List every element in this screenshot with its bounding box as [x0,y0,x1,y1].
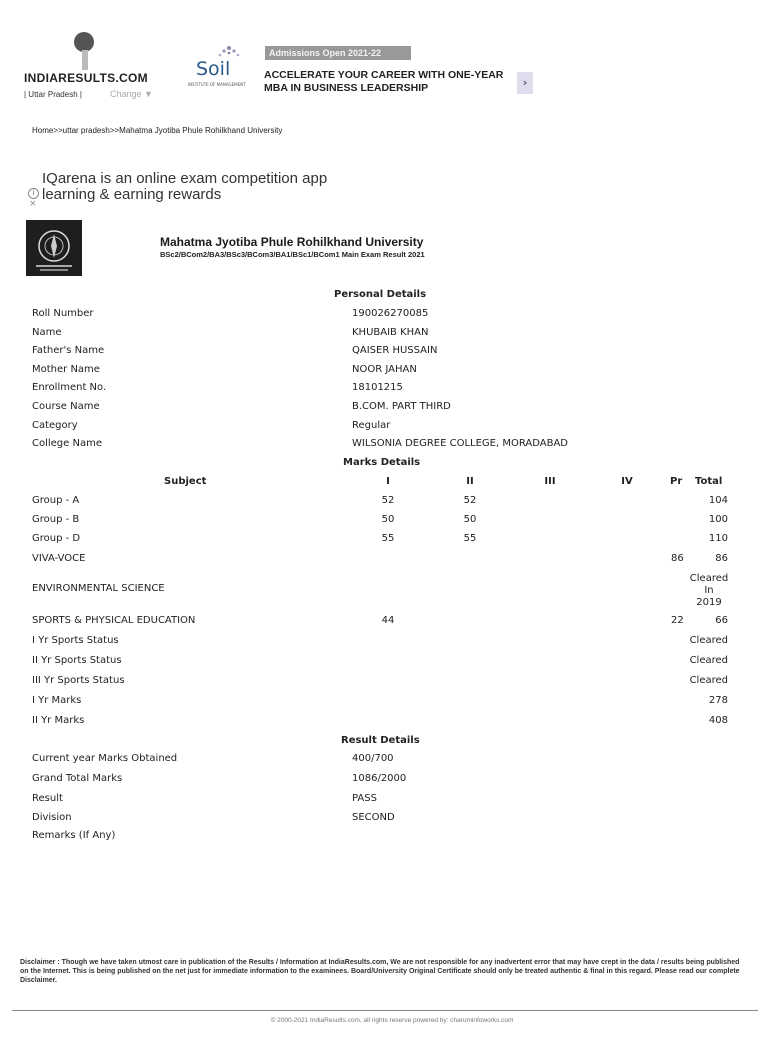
copyright-text: © 2000-2021 IndiaResults.com, all rights reserve powered by: charuminfoworks.com [270,1017,514,1024]
ad-headline[interactable]: ACCELERATE YOUR CAREER WITH ONE-YEAR MBA IN BUSINESS LEADERSHIP [264,69,504,94]
result-value: SECOND [352,812,395,823]
marks-col-total: Cleared [689,655,728,666]
marks-col-total: 100 [708,514,728,525]
marks-col-i: 50 [381,514,395,525]
col-pr: Pr [670,476,683,487]
result-label: Grand Total Marks [32,773,123,784]
soil-logo-subtitle: INSTITUTE OF MANAGEMENT [188,82,246,87]
personal-value: KHUBAIB KHAN [352,326,429,338]
personal-details-heading: Personal Details [334,289,427,300]
admissions-badge[interactable]: Admissions Open 2021-22 [265,46,411,60]
marks-col-total: 66 [715,615,728,626]
env-status-line: Cleared [689,573,729,584]
marks-subject: Group - A [32,495,80,506]
state-label: | Uttar Pradesh | [24,90,82,99]
marks-subject: I Yr Sports Status [32,635,119,646]
result-label: Current year Marks Obtained [32,753,178,764]
university-name: Mahatma Jyotiba Phule Rohilkhand University [160,235,424,249]
marks-col-i: 52 [381,495,395,506]
personal-label: Mother Name [32,363,100,375]
university-logo-icon [26,220,82,276]
personal-label: Course Name [32,401,100,412]
marks-subject: I Yr Marks [32,695,82,706]
marks-col-total: 408 [708,715,728,726]
personal-value: 190026270085 [352,308,429,319]
result-label: Remarks (If Any) [32,830,116,841]
env-status-line: In [704,585,714,596]
env-status-line: 2019 [696,597,722,608]
marks-col-total: 110 [708,533,728,544]
exam-name: BSc2/BCom2/BA3/BSc3/BCom3/BA1/BSc1/BCom1 Main Exam Result 2021 [160,250,425,259]
marks-subject: Group - B [32,514,80,525]
marks-subject: II Yr Marks [32,715,85,726]
result-label: Result [32,793,63,804]
col-ii: II [466,476,474,487]
marks-subject: SPORTS & PHYSICAL EDUCATION [32,615,196,626]
personal-value: NOOR JAHAN [352,363,417,375]
marks-col-pr: 22 [671,615,684,626]
col-total: Total [695,476,723,487]
marks-col-total: 86 [715,553,728,564]
info-icon[interactable]: i [28,188,39,199]
personal-label: Name [32,326,62,338]
result-value: 400/700 [352,753,394,764]
ad-text-line1[interactable]: IQarena is an online exam competition app [42,170,328,187]
personal-value: 18101215 [352,382,403,394]
marks-subject: II Yr Sports Status [32,655,122,666]
personal-value: Regular [352,419,391,431]
marks-col-total: Cleared [689,675,728,686]
soil-logo[interactable]: Soil [196,58,231,80]
marks-subject: Group - D [32,533,81,544]
env-science-status [680,573,738,609]
site-logo-icon [74,32,94,52]
marks-details-heading: Marks Details [343,457,421,468]
marks-col-total: 104 [708,495,728,506]
breadcrumb[interactable]: Home>>uttar pradesh>>Mahatma Jyotiba Phule Rohilkhand University [32,126,283,135]
personal-value: B.COM. PART THIRD [352,401,451,412]
marks-col-i: 44 [381,615,395,626]
col-subject: Subject [164,476,207,487]
footer-divider [12,1010,758,1011]
col-iii: III [544,476,556,487]
marks-col-i: 55 [381,533,395,544]
marks-col-ii: 52 [463,495,477,506]
personal-label: Roll Number [32,308,94,319]
result-value: PASS [352,793,377,804]
personal-label: Enrollment No. [32,382,107,394]
marks-col-total: Cleared [689,635,728,646]
close-icon[interactable]: × [29,199,37,209]
marks-col-ii: 55 [463,533,477,544]
ad-text-line2[interactable]: learning & earning rewards [42,186,222,203]
disclaimer-text: Disclaimer : Though we have taken utmost care in publication of the Results / Information at IndiaResults.com, We are not responsible for any inadvertent error that may have crept in the data / results being published on the Internet. This is being published on the net just for immediate information to the examinees. Board/University Original Certificate should only be treated authentic & final in this regard. Please read our complete Disclaimer. [20,959,740,984]
col-i: I [386,476,390,487]
personal-label: Father's Name [32,345,105,357]
site-logo-mark [82,50,88,70]
change-state-link[interactable]: Change ▼ [110,89,153,99]
marks-subject: III Yr Sports Status [32,675,125,686]
result-value: 1086/2000 [352,773,407,784]
ad-arrow-icon[interactable]: › [517,72,533,94]
marks-col-total: 278 [708,695,728,706]
result-details-heading: Result Details [341,735,420,746]
col-iv: IV [621,476,633,487]
personal-label: College Name [32,438,102,450]
personal-label: Category [32,419,78,431]
marks-subject: VIVA-VOCE [32,553,86,564]
personal-value: QAISER HUSSAIN [352,345,438,357]
marks-col-ii: 50 [463,514,477,525]
result-label: Division [32,812,72,823]
marks-col-pr: 86 [671,553,684,564]
personal-value: WILSONIA DEGREE COLLEGE, MORADABAD [352,438,568,450]
site-logo[interactable]: INDIARESULTS.COM [24,71,148,85]
marks-subject: ENVIRONMENTAL SCIENCE [32,583,165,594]
